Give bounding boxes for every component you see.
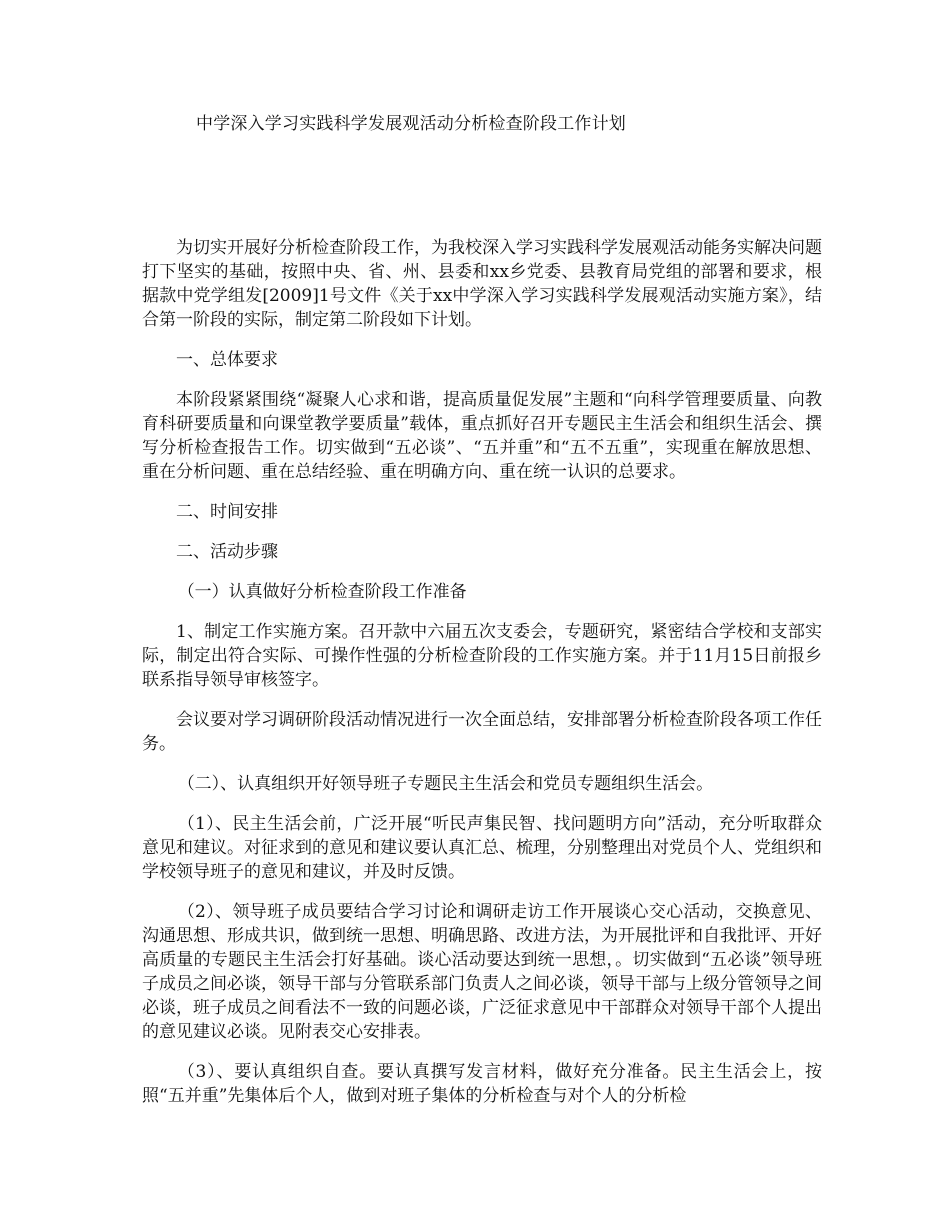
section-heading-overall-requirements: 一、总体要求 <box>176 350 278 370</box>
subsection-heading-preparation: （一）认真做好分析检查阶段工作准备 <box>177 582 467 602</box>
item-paragraph-3: （3）、要认真组织自查。要认真撰写发言材料，做好充分准备。民主生活会上，按照“五并重”先集体后个人，做到对班子集体的分析检查与对个人的分析检 <box>142 1062 822 1106</box>
document-title: 中学深入学习实践科学发展观活动分析检查阶段工作计划 <box>196 114 626 134</box>
document-body <box>142 236 822 1124</box>
section-heading-schedule: 二、时间安排 <box>176 502 278 522</box>
requirements-paragraph: 本阶段紧紧围绕“凝聚人心求和谐，提高质量促发展”主题和“向科学管理要质量、向教育科研要质量和向课堂教学要质量”载体，重点抓好召开专题民主生活会和组织生活会、撰写分析检查报告工作。切实做到“五必谈”、“五并重”和“五不五重”，实现重在解放思想、重在分析问题、重在总结经验、重在明确方向、重在统一认识的总要求。 <box>142 390 822 482</box>
subsection-heading-democratic-meeting: （二）、认真组织开好领导班子专题民主生活会和党员专题组织生活会。 <box>177 774 714 794</box>
meeting-paragraph: 会议要对学习调研阶段活动情况进行一次全面总结，安排部署分析检查阶段各项工作任务。 <box>142 710 822 754</box>
item-paragraph-2: （2）、领导班子成员要结合学习讨论和调研走访工作开展谈心交心活动，交换意见、沟通思想、形成共识，做到统一思想、明确思路、改进方法，为开展批评和自我批评、开好高质量的专题民主生活会打好基础。谈心活动要达到统一思想，。切实做到“五必谈”领导班子成员之间必谈，领导干部与分管联系部门负责人之间必谈，领导干部与上级分管领导之间必谈，班子成员之间看法不一致的问题必谈，广泛征求意见中干部群众对领导干部个人提出的意见建议必谈。见附表交心安排表。 <box>142 902 822 1042</box>
intro-paragraph: 为切实开展好分析检查阶段工作，为我校深入学习实践科学发展观活动能务实解决问题打下坚实的基础，按照中央、省、州、县委和xx乡党委、县教育局党组的部署和要求，根据款中党学组发[2009]1号文件《关于xx中学深入学习实践科学发展观活动实施方案》，结合第一阶段的实际，制定第二阶段如下计划。 <box>142 238 822 330</box>
item-paragraph-1: （1）、民主生活会前，广泛开展“听民声集民智、找问题明方向”活动，充分听取群众意见和建议。对征求到的意见和建议要认真汇总、梳理，分别整理出对党员个人、党组织和学校领导班子的意见和建议，并及时反馈。 <box>142 814 822 882</box>
plan-paragraph: 1、制定工作实施方案。召开款中六届五次支委会，专题研究，紧密结合学校和支部实际，制定出符合实际、可操作性强的分析检查阶段的工作实施方案。并于11月15日前报乡联系指导领导审核签字。 <box>142 622 822 690</box>
section-heading-activity-steps: 二、活动步骤 <box>176 542 278 562</box>
